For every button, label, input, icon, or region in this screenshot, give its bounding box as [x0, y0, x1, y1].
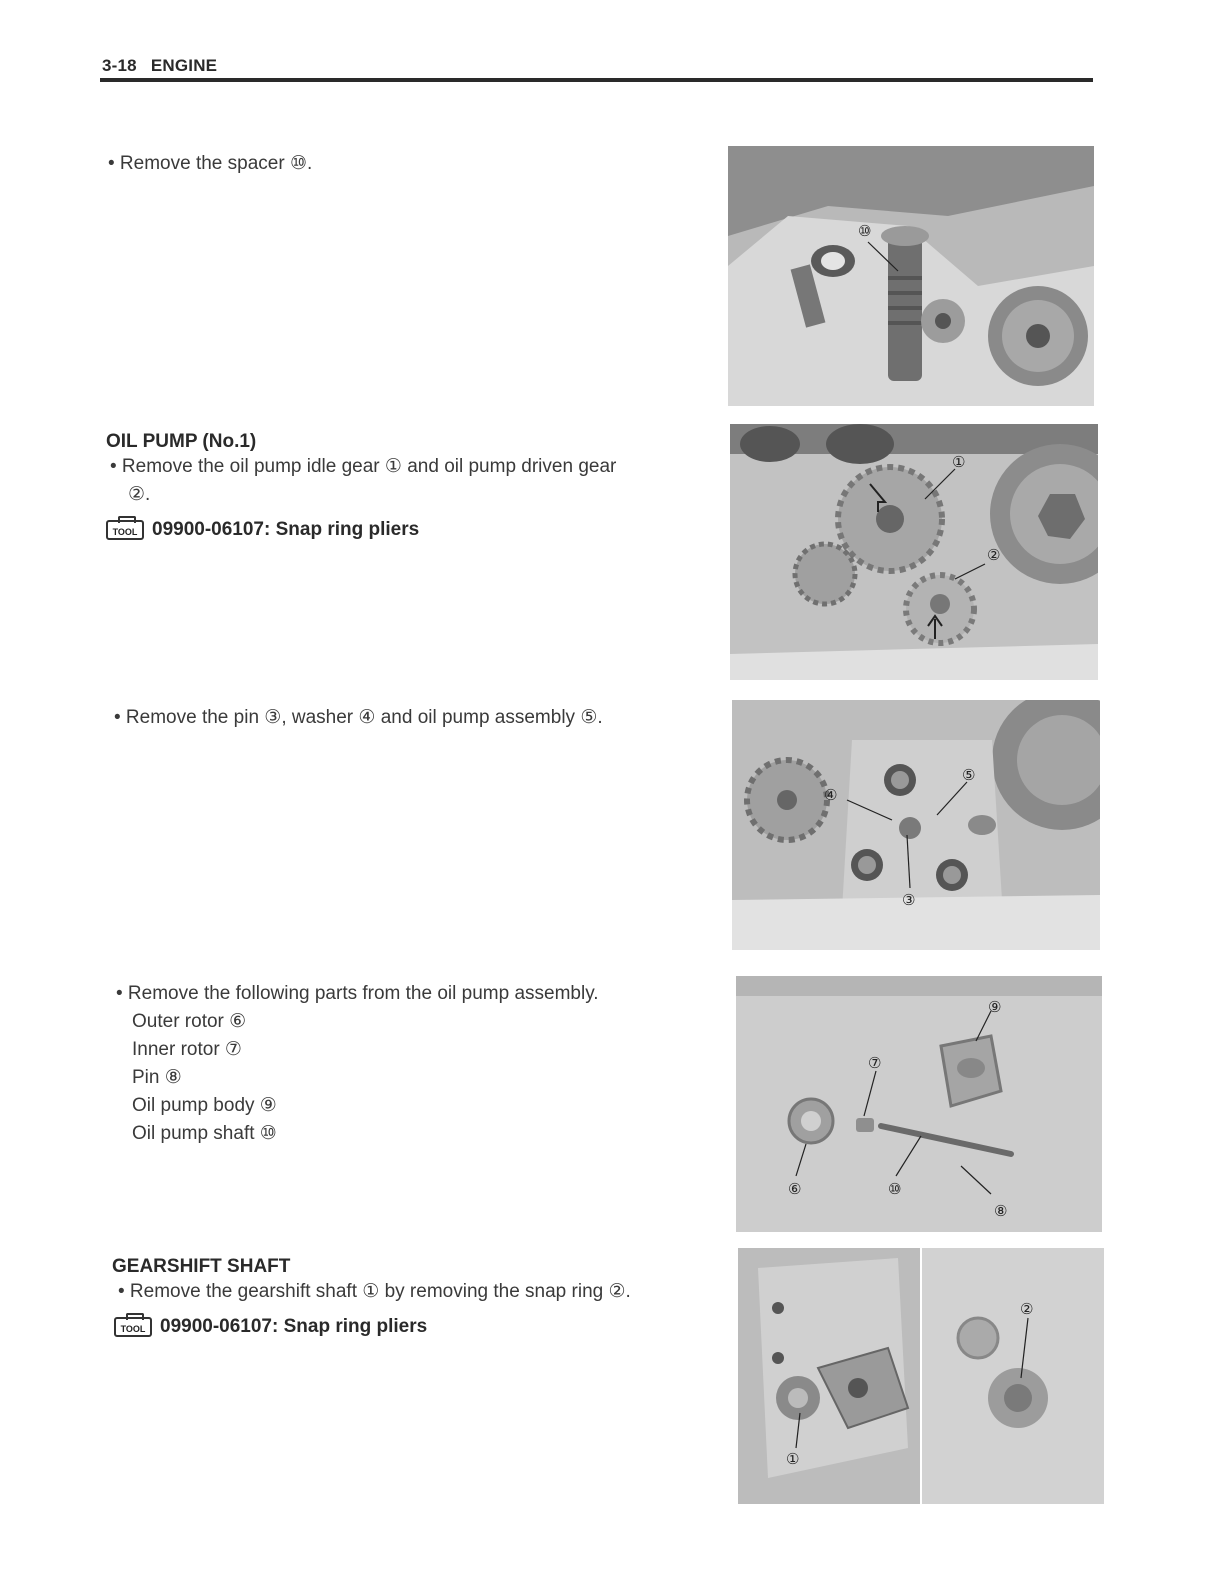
- photo-gearshift-shaft: [738, 1248, 1104, 1504]
- step-remove-spacer: • Remove the spacer ⑩.: [108, 153, 313, 174]
- part-inner-rotor: Inner rotor ⑦: [132, 1039, 242, 1060]
- callout-10: ⑩: [858, 222, 872, 240]
- tool-callout-1: [106, 519, 419, 541]
- callout-2: ②: [1020, 1300, 1034, 1318]
- callout-7: ⑦: [868, 1054, 882, 1072]
- part-oil-pump-shaft: Oil pump shaft ⑩: [132, 1123, 277, 1144]
- step-remove-pin: • Remove the pin ③, washer ④ and oil pump assembly ⑤.: [114, 707, 603, 728]
- page-number: 3-18: [102, 56, 137, 75]
- photo-oil-pump-assembly-illustration: [732, 700, 1100, 950]
- photo-spacer: [728, 146, 1094, 406]
- callout-6: ⑥: [788, 1180, 802, 1198]
- callout-4: ④: [824, 786, 838, 804]
- photo-spacer-illustration: [728, 146, 1094, 406]
- parts-list: [132, 1008, 277, 1148]
- part-pin: Pin ⑧: [132, 1067, 182, 1088]
- photo-oil-pump-parts-illustration: [736, 976, 1102, 1232]
- callout-2: ②: [987, 546, 1001, 564]
- photo-oil-pump-gears: [730, 424, 1098, 680]
- section-title: ENGINE: [150, 56, 218, 75]
- gearshift-heading: GEARSHIFT SHAFT: [112, 1256, 291, 1277]
- callout-10: ⑩: [888, 1180, 902, 1198]
- step-remove-parts: • Remove the following parts from the oil pump assembly.: [116, 983, 599, 1004]
- callout-8: ⑧: [994, 1202, 1008, 1220]
- tool-callout-2: [114, 1316, 427, 1338]
- photo-oil-pump-parts: [736, 976, 1102, 1232]
- photo-oil-pump-gears-illustration: [730, 424, 1098, 680]
- photo-oil-pump-assembly: [732, 700, 1100, 950]
- step-remove-gearshift: • Remove the gearshift shaft ① by removing the snap ring ②.: [118, 1281, 631, 1302]
- part-outer-rotor: Outer rotor ⑥: [132, 1011, 247, 1032]
- step-remove-idle-gear: • Remove the oil pump idle gear ① and oil pump driven gear: [110, 456, 617, 477]
- callout-1: ①: [952, 453, 966, 471]
- page-header: [102, 56, 217, 76]
- callout-3: ③: [902, 891, 916, 909]
- tool-text: 09900-06107: Snap ring pliers: [152, 519, 420, 540]
- callout-9: ⑨: [988, 998, 1002, 1016]
- callout-1: ①: [786, 1450, 800, 1468]
- header-rule: [100, 78, 1093, 82]
- callout-5: ⑤: [962, 766, 976, 784]
- tool-text: 09900-06107: Snap ring pliers: [160, 1316, 428, 1337]
- tool-icon: TOOL: [114, 1317, 152, 1337]
- part-oil-pump-body: Oil pump body ⑨: [132, 1095, 277, 1116]
- step-remove-idle-gear-cont: ②.: [128, 484, 151, 505]
- tool-icon: TOOL: [106, 520, 144, 540]
- oil-pump-heading: OIL PUMP (No.1): [106, 431, 257, 452]
- photo-gearshift-shaft-illustration: [738, 1248, 1104, 1504]
